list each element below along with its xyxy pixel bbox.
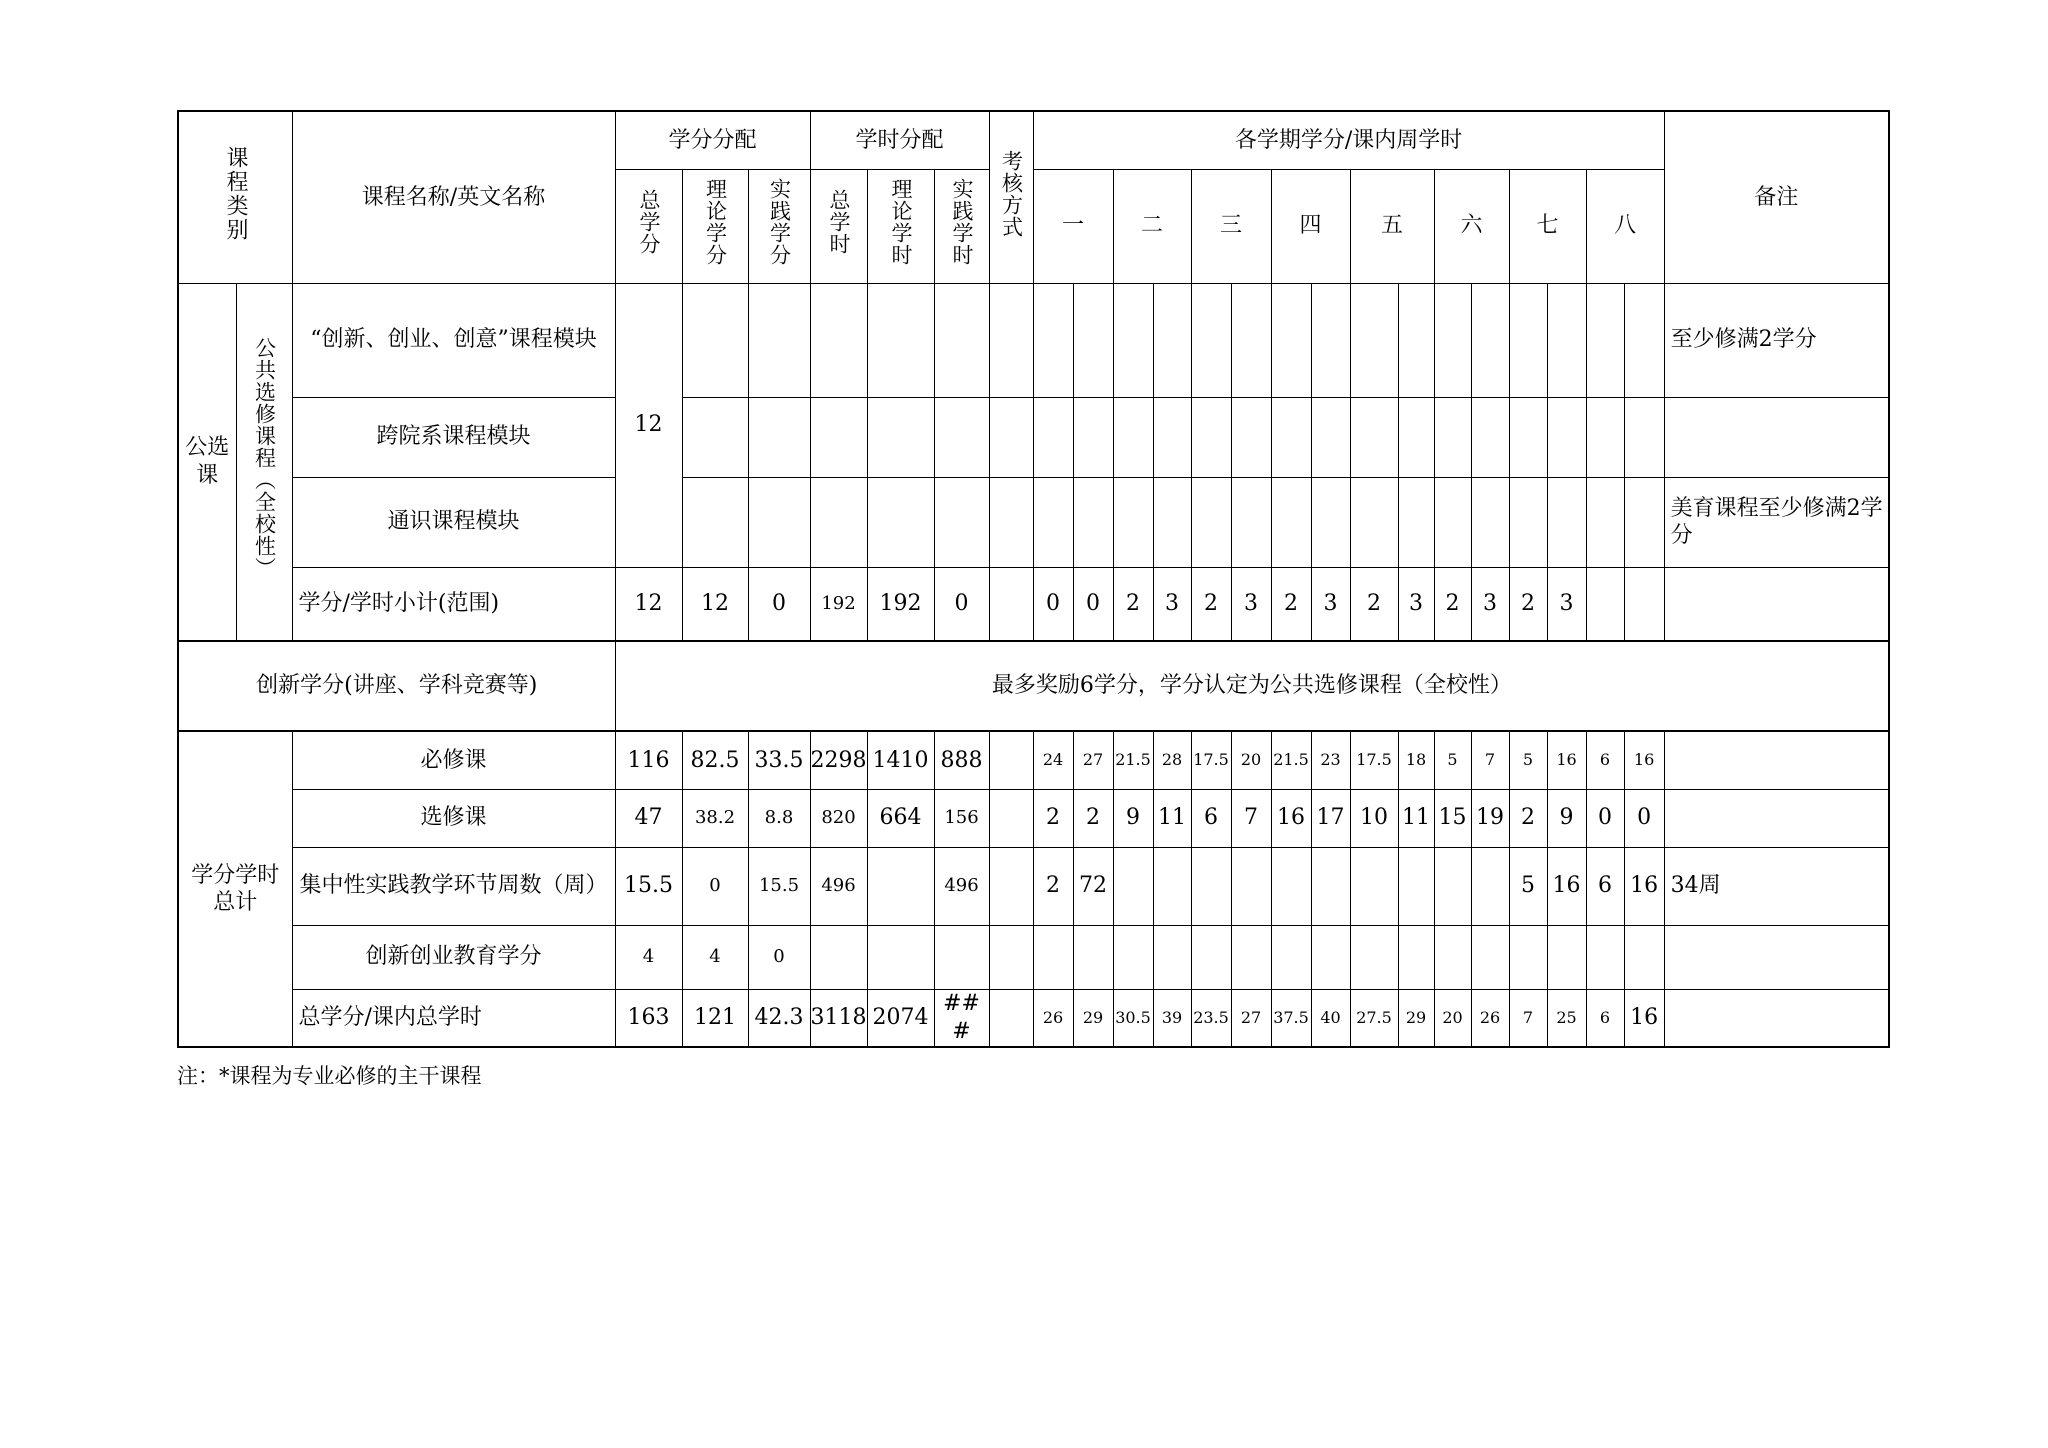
semester-cell: 27.5 xyxy=(1350,989,1398,1047)
remark: 美育课程至少修满2学分 xyxy=(1664,477,1889,567)
practice-hours-header: 实践学时 xyxy=(934,169,989,283)
semester-cell xyxy=(1113,847,1153,925)
remark xyxy=(1664,731,1889,789)
value-cell: 4 xyxy=(615,925,682,989)
semester-7-header: 七 xyxy=(1509,169,1586,283)
semester-cell: 28 xyxy=(1153,731,1191,789)
value-cell xyxy=(934,925,989,989)
semester-cell xyxy=(1033,925,1073,989)
semester-cell: 39 xyxy=(1153,989,1191,1047)
semester-cell: 23 xyxy=(1311,731,1350,789)
semester-3-header: 三 xyxy=(1191,169,1271,283)
summary-label: 总学分/课内总学时 xyxy=(292,989,615,1047)
elective-subtotal-row xyxy=(178,567,1889,641)
summary-row xyxy=(178,731,1889,789)
summary-label: 创新创业教育学分 xyxy=(292,925,615,989)
semester-cell xyxy=(1113,925,1153,989)
value-cell: 192 xyxy=(810,567,867,641)
remark: 34周 xyxy=(1664,847,1889,925)
summary-label: 选修课 xyxy=(292,789,615,847)
semester-cell: 0 xyxy=(1033,567,1073,641)
semester-cell: 19 xyxy=(1471,789,1509,847)
semester-cell: 24 xyxy=(1033,731,1073,789)
semester-cell: 2 xyxy=(1509,789,1547,847)
semesters-header: 各学期学分/课内周学时 xyxy=(1033,111,1664,169)
value-cell: 12 xyxy=(682,567,748,641)
summary-row xyxy=(178,925,1889,989)
semester-cell: 3 xyxy=(1547,567,1586,641)
semester-cell: 37.5 xyxy=(1271,989,1311,1047)
semester-cell xyxy=(1471,847,1509,925)
semester-cell: 6 xyxy=(1586,989,1624,1047)
semester-cell: 2 xyxy=(1113,567,1153,641)
value-cell: 0 xyxy=(682,847,748,925)
value-cell: 38.2 xyxy=(682,789,748,847)
summary-row xyxy=(178,789,1889,847)
semester-cell: 5 xyxy=(1509,731,1547,789)
course-name: “创新、创业、创意”课程模块 xyxy=(292,283,615,397)
semester-cell: 15 xyxy=(1434,789,1471,847)
summary-label: 必修课 xyxy=(292,731,615,789)
semester-cell: 2 xyxy=(1271,567,1311,641)
semester-cell: 29 xyxy=(1073,989,1113,1047)
semester-cell: 16 xyxy=(1624,847,1664,925)
semester-cell: 29 xyxy=(1398,989,1434,1047)
semester-cell xyxy=(1153,925,1191,989)
semester-cell: 2 xyxy=(1509,567,1547,641)
semester-cell: 20 xyxy=(1231,731,1271,789)
semester-cell: 21.5 xyxy=(1113,731,1153,789)
value-cell: 3118 xyxy=(810,989,867,1047)
value-cell: 82.5 xyxy=(682,731,748,789)
value-cell: 2074 xyxy=(867,989,934,1047)
semester-cell xyxy=(1311,847,1350,925)
semester-cell: 16 xyxy=(1547,847,1586,925)
semester-cell: 17 xyxy=(1311,789,1350,847)
value-cell: 192 xyxy=(867,567,934,641)
semester-cell xyxy=(1311,925,1350,989)
semester-cell: 3 xyxy=(1398,567,1434,641)
semester-cell: 16 xyxy=(1624,731,1664,789)
total-credit-header: 总学分 xyxy=(615,169,682,283)
semester-cell: 25 xyxy=(1547,989,1586,1047)
value-cell: 121 xyxy=(682,989,748,1047)
remark xyxy=(1664,989,1889,1047)
semester-cell: 21.5 xyxy=(1271,731,1311,789)
semester-cell xyxy=(1434,847,1471,925)
value-cell: 4 xyxy=(682,925,748,989)
elective-subgroup: 公共选修课程（全校性） xyxy=(236,283,292,641)
semester-cell: 3 xyxy=(1153,567,1191,641)
remark: 至少修满2学分 xyxy=(1664,283,1889,397)
semester-cell: 27 xyxy=(1073,731,1113,789)
semester-cell xyxy=(1231,847,1271,925)
value-cell: 0 xyxy=(934,567,989,641)
value-cell xyxy=(810,925,867,989)
value-cell: 8.8 xyxy=(748,789,810,847)
value-cell: 1410 xyxy=(867,731,934,789)
total-hours-header: 总学时 xyxy=(810,169,867,283)
summary-group: 学分学时总计 xyxy=(178,731,292,1047)
course-name: 跨院系课程模块 xyxy=(292,397,615,477)
semester-cell xyxy=(1586,925,1624,989)
semester-cell: 6 xyxy=(1191,789,1231,847)
value-cell: 0 xyxy=(748,925,810,989)
semester-cell: 7 xyxy=(1509,989,1547,1047)
semester-4-header: 四 xyxy=(1271,169,1350,283)
value-cell: 15.5 xyxy=(748,847,810,925)
elective-group: 公选课 xyxy=(178,283,236,641)
value-cell xyxy=(867,925,934,989)
semester-cell: 16 xyxy=(1271,789,1311,847)
semester-cell xyxy=(1398,925,1434,989)
semester-cell xyxy=(1350,925,1398,989)
semester-cell: 18 xyxy=(1398,731,1434,789)
curriculum-table xyxy=(177,110,1890,1048)
semester-cell: 2 xyxy=(1033,789,1073,847)
subtotal-label: 学分/学时小计(范围) xyxy=(292,567,615,641)
semester-cell: 0 xyxy=(1624,789,1664,847)
value-cell: 2298 xyxy=(810,731,867,789)
value-cell: 15.5 xyxy=(615,847,682,925)
semester-cell: 20 xyxy=(1434,989,1471,1047)
semester-cell: 6 xyxy=(1586,847,1624,925)
semester-cell: 26 xyxy=(1033,989,1073,1047)
semester-cell: 7 xyxy=(1231,789,1271,847)
semester-cell: 26 xyxy=(1471,989,1509,1047)
semester-cell xyxy=(1153,847,1191,925)
value-cell: 156 xyxy=(934,789,989,847)
value-cell: 42.3 xyxy=(748,989,810,1047)
course-name-header: 课程名称/英文名称 xyxy=(292,111,615,283)
semester-5-header: 五 xyxy=(1350,169,1434,283)
semester-cell: 0 xyxy=(1073,567,1113,641)
semester-cell xyxy=(1073,925,1113,989)
remark xyxy=(1664,397,1889,477)
remarks-header: 备注 xyxy=(1664,111,1889,283)
semester-6-header: 六 xyxy=(1434,169,1509,283)
category-header: 课程类别 xyxy=(178,111,292,283)
value-cell: 664 xyxy=(867,789,934,847)
semester-cell: 5 xyxy=(1434,731,1471,789)
semester-cell: 9 xyxy=(1547,789,1586,847)
value-cell: 496 xyxy=(810,847,867,925)
semester-cell: 7 xyxy=(1471,731,1509,789)
value-cell: ### xyxy=(934,989,989,1047)
semester-cell: 23.5 xyxy=(1191,989,1231,1047)
semester-cell: 30.5 xyxy=(1113,989,1153,1047)
shared-total-credit: 12 xyxy=(615,283,682,567)
course-name: 通识课程模块 xyxy=(292,477,615,567)
semester-cell: 11 xyxy=(1398,789,1434,847)
value-cell xyxy=(867,847,934,925)
semester-cell xyxy=(1231,925,1271,989)
semester-cell xyxy=(1624,567,1664,641)
semester-cell: 72 xyxy=(1073,847,1113,925)
theory-hours-header: 理论学时 xyxy=(867,169,934,283)
remark xyxy=(1664,789,1889,847)
semester-cell xyxy=(1434,925,1471,989)
semester-cell: 16 xyxy=(1624,989,1664,1047)
semester-cell: 40 xyxy=(1311,989,1350,1047)
semester-cell: 9 xyxy=(1113,789,1153,847)
semester-cell: 27 xyxy=(1231,989,1271,1047)
semester-cell: 2 xyxy=(1350,567,1398,641)
value-cell: 496 xyxy=(934,847,989,925)
semester-cell: 16 xyxy=(1547,731,1586,789)
innovation-desc: 最多奖励6学分，学分认定为公共选修课程（全校性） xyxy=(615,641,1889,731)
semester-cell xyxy=(1350,847,1398,925)
credit-dist-header: 学分分配 xyxy=(615,111,810,169)
innovation-row xyxy=(178,641,1889,731)
semester-cell: 17.5 xyxy=(1350,731,1398,789)
semester-cell: 0 xyxy=(1586,789,1624,847)
value-cell: 163 xyxy=(615,989,682,1047)
semester-cell: 3 xyxy=(1471,567,1509,641)
value-cell: 47 xyxy=(615,789,682,847)
semester-cell: 2 xyxy=(1191,567,1231,641)
semester-1-header: 一 xyxy=(1033,169,1113,283)
semester-cell xyxy=(1547,925,1586,989)
semester-cell xyxy=(1271,847,1311,925)
value-cell: 33.5 xyxy=(748,731,810,789)
practice-credit-header: 实践学分 xyxy=(748,169,810,283)
semester-cell xyxy=(1471,925,1509,989)
semester-cell xyxy=(1398,847,1434,925)
semester-cell: 6 xyxy=(1586,731,1624,789)
semester-cell xyxy=(1586,567,1624,641)
summary-row xyxy=(178,989,1889,1047)
value-cell: 820 xyxy=(810,789,867,847)
semester-cell: 3 xyxy=(1311,567,1350,641)
semester-cell xyxy=(1509,925,1547,989)
semester-cell: 5 xyxy=(1509,847,1547,925)
semester-cell: 2 xyxy=(1073,789,1113,847)
summary-label: 集中性实践教学环节周数（周） xyxy=(292,847,615,925)
semester-cell: 2 xyxy=(1033,847,1073,925)
semester-cell: 10 xyxy=(1350,789,1398,847)
semester-cell: 17.5 xyxy=(1191,731,1231,789)
value-cell: 0 xyxy=(748,567,810,641)
summary-row xyxy=(178,847,1889,925)
semester-cell xyxy=(1191,925,1231,989)
exam-header: 考核方式 xyxy=(989,111,1033,283)
semester-cell xyxy=(1191,847,1231,925)
innovation-label: 创新学分(讲座、学科竞赛等) xyxy=(178,641,615,731)
semester-2-header: 二 xyxy=(1113,169,1191,283)
semester-cell: 11 xyxy=(1153,789,1191,847)
semester-cell xyxy=(1271,925,1311,989)
remark xyxy=(1664,925,1889,989)
value-cell: 888 xyxy=(934,731,989,789)
semester-8-header: 八 xyxy=(1586,169,1664,283)
semester-cell xyxy=(1624,925,1664,989)
value-cell: 12 xyxy=(615,567,682,641)
value-cell: 116 xyxy=(615,731,682,789)
hours-dist-header: 学时分配 xyxy=(810,111,989,169)
footnote: 注：*课程为专业必修的主干课程 xyxy=(177,1064,482,1088)
theory-credit-header: 理论学分 xyxy=(682,169,748,283)
semester-cell: 2 xyxy=(1434,567,1471,641)
semester-cell: 3 xyxy=(1231,567,1271,641)
